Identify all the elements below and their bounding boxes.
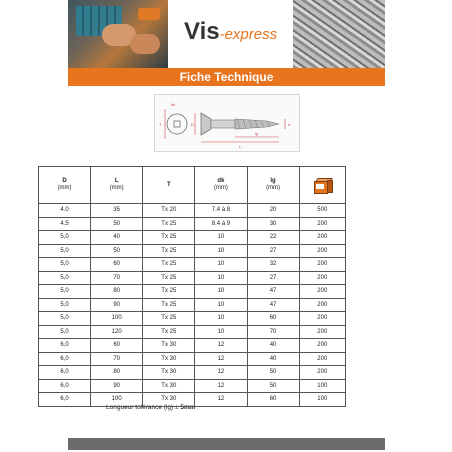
cell-thread-length: 27 bbox=[247, 271, 299, 285]
cell-head-diameter: 10 bbox=[195, 325, 247, 339]
table-row bbox=[39, 379, 346, 393]
cell-length: 100 bbox=[91, 393, 143, 407]
cell-diameter: 6,0 bbox=[39, 366, 91, 380]
table-row bbox=[39, 352, 346, 366]
cell-drive: Tx 25 bbox=[143, 244, 195, 258]
screw-thread bbox=[235, 119, 279, 129]
table-header-row bbox=[39, 167, 346, 204]
col-header-lg: lg (mm) bbox=[247, 167, 299, 204]
cell-length: 50 bbox=[91, 244, 143, 258]
cell-diameter: 6,0 bbox=[39, 339, 91, 353]
cell-package-qty: 100 bbox=[299, 379, 345, 393]
screw-diagram bbox=[154, 94, 300, 152]
label-dk: dk bbox=[171, 102, 176, 107]
cell-drive: Tx 25 bbox=[143, 271, 195, 285]
cell-head-diameter: 7.4 à 8 bbox=[195, 204, 247, 218]
cell-head-diameter: 10 bbox=[195, 244, 247, 258]
label-lg: lg bbox=[255, 131, 259, 136]
cell-drive: Tx 25 bbox=[143, 231, 195, 245]
cell-length: 120 bbox=[91, 325, 143, 339]
box-icon bbox=[312, 176, 332, 194]
cell-package-qty: 200 bbox=[299, 217, 345, 231]
cell-package-qty: 200 bbox=[299, 325, 345, 339]
table-row bbox=[39, 217, 346, 231]
col-header-T: T bbox=[143, 167, 195, 204]
cell-length: 70 bbox=[91, 271, 143, 285]
col-header-package-qty bbox=[299, 167, 345, 204]
cell-diameter: 5,0 bbox=[39, 285, 91, 299]
cell-head-diameter: 10 bbox=[195, 271, 247, 285]
table-row bbox=[39, 271, 346, 285]
label-D: D bbox=[191, 122, 194, 127]
cell-thread-length: 47 bbox=[247, 285, 299, 299]
cell-head-diameter: 10 bbox=[195, 285, 247, 299]
header-photo-screws bbox=[293, 0, 385, 68]
label-d: d bbox=[288, 122, 291, 127]
cell-head-diameter: 12 bbox=[195, 339, 247, 353]
screw-head bbox=[201, 113, 211, 135]
cell-diameter: 5,0 bbox=[39, 231, 91, 245]
cell-diameter: 5,0 bbox=[39, 258, 91, 272]
cell-head-diameter: 12 bbox=[195, 379, 247, 393]
cell-thread-length: 47 bbox=[247, 298, 299, 312]
cell-head-diameter: 10 bbox=[195, 312, 247, 326]
cell-package-qty: 200 bbox=[299, 231, 345, 245]
cell-thread-length: 20 bbox=[247, 204, 299, 218]
cell-diameter: 5,0 bbox=[39, 325, 91, 339]
cell-length: 80 bbox=[91, 285, 143, 299]
table-row bbox=[39, 258, 346, 272]
cell-package-qty: 200 bbox=[299, 339, 345, 353]
cell-package-qty: 200 bbox=[299, 366, 345, 380]
tolerance-note-value: 5mm bbox=[180, 404, 196, 411]
banner-title: Fiche Technique bbox=[68, 68, 385, 86]
cell-package-qty: 200 bbox=[299, 285, 345, 299]
cell-diameter: 5,0 bbox=[39, 312, 91, 326]
cell-head-diameter: 12 bbox=[195, 393, 247, 407]
cell-head-diameter: 10 bbox=[195, 231, 247, 245]
cell-package-qty: 200 bbox=[299, 271, 345, 285]
cell-length: 60 bbox=[91, 339, 143, 353]
cell-thread-length: 30 bbox=[247, 217, 299, 231]
cell-diameter: 4.5 bbox=[39, 217, 91, 231]
cell-length: 90 bbox=[91, 379, 143, 393]
cell-drive: Tx 25 bbox=[143, 217, 195, 231]
header bbox=[68, 0, 385, 68]
col-header-D: D (mm) bbox=[39, 167, 91, 204]
cell-thread-length: 50 bbox=[247, 366, 299, 380]
cell-length: 35 bbox=[91, 204, 143, 218]
cell-diameter: 6,0 bbox=[39, 379, 91, 393]
cell-head-diameter: 12 bbox=[195, 366, 247, 380]
cell-drive: Tx 25 bbox=[143, 285, 195, 299]
cell-package-qty: 200 bbox=[299, 258, 345, 272]
header-photo-workbench bbox=[68, 0, 168, 68]
cell-drive: Tx 30 bbox=[143, 379, 195, 393]
table-row bbox=[39, 325, 346, 339]
cell-head-diameter: 8.4 à 9 bbox=[195, 217, 247, 231]
cell-package-qty: 100 bbox=[299, 393, 345, 407]
cell-diameter: 6,0 bbox=[39, 352, 91, 366]
screw-drawing bbox=[155, 95, 299, 151]
cell-drive: Tx 30 bbox=[143, 339, 195, 353]
head-top-view bbox=[167, 114, 187, 134]
cell-length: 90 bbox=[91, 298, 143, 312]
cell-length: 40 bbox=[91, 231, 143, 245]
table-row bbox=[39, 339, 346, 353]
cell-drive: Tx 25 bbox=[143, 298, 195, 312]
torx-recess-icon bbox=[174, 121, 180, 127]
cell-head-diameter: 10 bbox=[195, 258, 247, 272]
cell-package-qty: 200 bbox=[299, 352, 345, 366]
label-T: T bbox=[159, 122, 162, 127]
cell-package-qty: 200 bbox=[299, 312, 345, 326]
tolerance-note-text: Longueur tolérance (lg) ± bbox=[106, 404, 181, 411]
table-row bbox=[39, 231, 346, 245]
cell-thread-length: 60 bbox=[247, 312, 299, 326]
table-row bbox=[39, 393, 346, 407]
cell-diameter: 5,0 bbox=[39, 271, 91, 285]
brand-accent: -express bbox=[219, 26, 278, 43]
cell-drive: Tx 25 bbox=[143, 312, 195, 326]
cell-head-diameter: 12 bbox=[195, 352, 247, 366]
col-header-L: L (mm) bbox=[91, 167, 143, 204]
cell-drive: Tx 20 bbox=[143, 204, 195, 218]
cell-thread-length: 40 bbox=[247, 339, 299, 353]
cell-package-qty: 200 bbox=[299, 244, 345, 258]
table-row bbox=[39, 285, 346, 299]
screw-shank bbox=[211, 120, 235, 128]
spec-table bbox=[38, 166, 346, 407]
cell-thread-length: 22 bbox=[247, 231, 299, 245]
cell-package-qty: 200 bbox=[299, 298, 345, 312]
table-row bbox=[39, 244, 346, 258]
cell-thread-length: 27 bbox=[247, 244, 299, 258]
label-L: L bbox=[239, 144, 242, 149]
cell-thread-length: 70 bbox=[247, 325, 299, 339]
cell-thread-length: 40 bbox=[247, 352, 299, 366]
cell-length: 50 bbox=[91, 217, 143, 231]
cell-drive: Tx 25 bbox=[143, 258, 195, 272]
cell-thread-length: 32 bbox=[247, 258, 299, 272]
table-row bbox=[39, 204, 346, 218]
cell-thread-length: 50 bbox=[247, 379, 299, 393]
table-row bbox=[39, 298, 346, 312]
cell-length: 70 bbox=[91, 352, 143, 366]
cell-diameter: 6,0 bbox=[39, 393, 91, 407]
cell-diameter: 5,0 bbox=[39, 298, 91, 312]
cell-diameter: 5,0 bbox=[39, 244, 91, 258]
cell-drive: Tx 30 bbox=[143, 366, 195, 380]
cell-diameter: 4.0 bbox=[39, 204, 91, 218]
cell-length: 100 bbox=[91, 312, 143, 326]
col-header-dk: dk (mm) bbox=[195, 167, 247, 204]
table-row bbox=[39, 366, 346, 380]
table-row bbox=[39, 312, 346, 326]
cell-length: 60 bbox=[91, 258, 143, 272]
cell-package-qty: 500 bbox=[299, 204, 345, 218]
cell-drive: Tx 25 bbox=[143, 325, 195, 339]
cell-head-diameter: 10 bbox=[195, 298, 247, 312]
cell-length: 80 bbox=[91, 366, 143, 380]
spec-table-body bbox=[39, 204, 346, 407]
cell-drive: Tx 30 bbox=[143, 352, 195, 366]
cell-drive: Tx 30 bbox=[143, 393, 195, 407]
footer-bar bbox=[68, 438, 385, 450]
brand-main: Vis bbox=[184, 18, 220, 45]
cell-thread-length: 60 bbox=[247, 393, 299, 407]
brand-logo bbox=[184, 18, 294, 48]
